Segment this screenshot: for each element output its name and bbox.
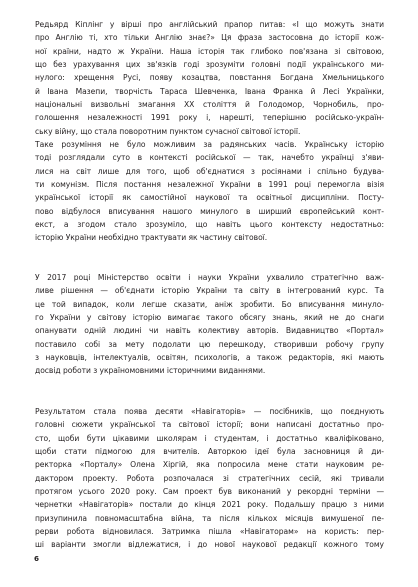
text-line: Таке розуміння не було можливим за радянських часів. Українську історію: [35, 140, 384, 149]
text-line: голошення незалежності 1991 року і, нарешті, теперішню російсько-україн-: [35, 113, 384, 123]
text-line: нулого: хрещення Русі, появу козацтва, повстання Богдана Хмельницького: [35, 73, 384, 83]
text-line: це той випадок, коли легше сказати, аніж зробити. Бо вписування минуло-: [35, 299, 384, 309]
text-line: лися на світ лише для того, щоб об'єднатися з росіянами і спільно будува-: [35, 166, 384, 176]
text-line: опанувати одній людині чи навіть колективу авторів. Видавництво «Портал»: [35, 326, 384, 336]
text-line: ші варіанти змогли відлежатися, і до нової наукової редакції кожного тому: [35, 540, 384, 550]
paragraph-3: [35, 271, 384, 378]
text-line: го України у світову історію вимагає такого обсягу знань, який не до снаги: [35, 313, 384, 323]
text-line: ливе рішення — об'єднати історію України та світу в інтегрований курс. Та: [35, 286, 384, 296]
text-line: пово відбулося вписування нашого минулого в ширший європейський конт-: [35, 206, 384, 216]
paragraph-4: [35, 405, 384, 552]
text-line: екст, а згодом стало зрозуміло, що навіть цього контексту недостатньо:: [35, 220, 384, 230]
text-line: ську війну, що стала поворотним пунктом сучасної світової історії.: [35, 126, 301, 136]
text-line: головні сюжети української та світової історії; вони написані достатньо про-: [35, 420, 384, 430]
text-line: української історії як самостійної наукової та освітньої дисципліни. Посту-: [35, 193, 384, 203]
paragraph-1: [35, 18, 384, 138]
text-line: призупинила повномасштабна війна, та після кількох місяців вимушеної пе-: [35, 513, 384, 523]
text-line: дактором проекту. Робота розпочалася зі стратегічних сесій, які тривали: [35, 473, 384, 483]
text-line: рерви робота відновилася. Затримка пішла «Навігаторам» на користь: пер-: [35, 527, 384, 537]
text-line: У 2017 році Міністерство освіти і науки України ухвалило стратегічно важ-: [35, 273, 384, 282]
text-line: ректорка «Порталу» Олена Хіргій, яка попросила мене стати науковим ре-: [35, 460, 384, 470]
text-line: й Івана Мазепи, творчість Тараса Шевченка, Івана Франка й Лесі Українки,: [35, 86, 384, 96]
paragraph-2: [35, 138, 384, 245]
page-number: 6: [34, 554, 40, 563]
text-line: ної країни, надто ж України. Наша історія так глибоко пов'язана зі світовою,: [35, 46, 384, 56]
text-line: з науковців, інтелектуалів, освітян, психологів, а також редакторів, які мають: [35, 353, 384, 363]
text-line: сто, щоби бути цікавими школярам і студентам, і достатньо кваліфіковано,: [35, 433, 384, 443]
text-line: ти комунізм. Після постання незалежної України в 1991 році перемогла візія: [35, 180, 384, 190]
text-line: Результатом стала поява десяти «Навігаторів» — посібників, що поєднують: [35, 407, 384, 416]
text-line: історію України необхідно трактувати як частину світової.: [35, 233, 268, 243]
text-line: тоді розглядали суто в контексті російської — так, начебто українці з'яви-: [35, 153, 384, 163]
text-line: чернетки «Навігаторів» постали до кінця 2021 року. Подальшу працю з ними: [35, 500, 384, 510]
text-line: що без урахування цих зв'язків годі зрозуміти головні події українського ми-: [35, 60, 384, 70]
text-line: щоби стати підмогою для вчителів. Авторкою ідеї була засновниця й ди-: [35, 447, 384, 457]
text-line: поставило собі за мету подолати цю перешкоду, створивши робочу групу: [35, 339, 384, 349]
text-line: про Англію ті, хто тільки Англію знає?» Ця фраза застосовна до історії кож-: [35, 33, 384, 43]
text-line: протягом усього 2020 року. Сам проект був виконаний у рекордні терміни —: [35, 487, 384, 497]
text-line: досвід роботи з україномовними історичними виданнями.: [35, 366, 266, 376]
text-line: Редьярд Кіплінг у вірші про англійський прапор питав: «І що можуть знати: [35, 20, 384, 29]
text-line: національні визвольні змагання ХХ століття й Голодомор, Чорнобиль, про-: [35, 100, 384, 110]
